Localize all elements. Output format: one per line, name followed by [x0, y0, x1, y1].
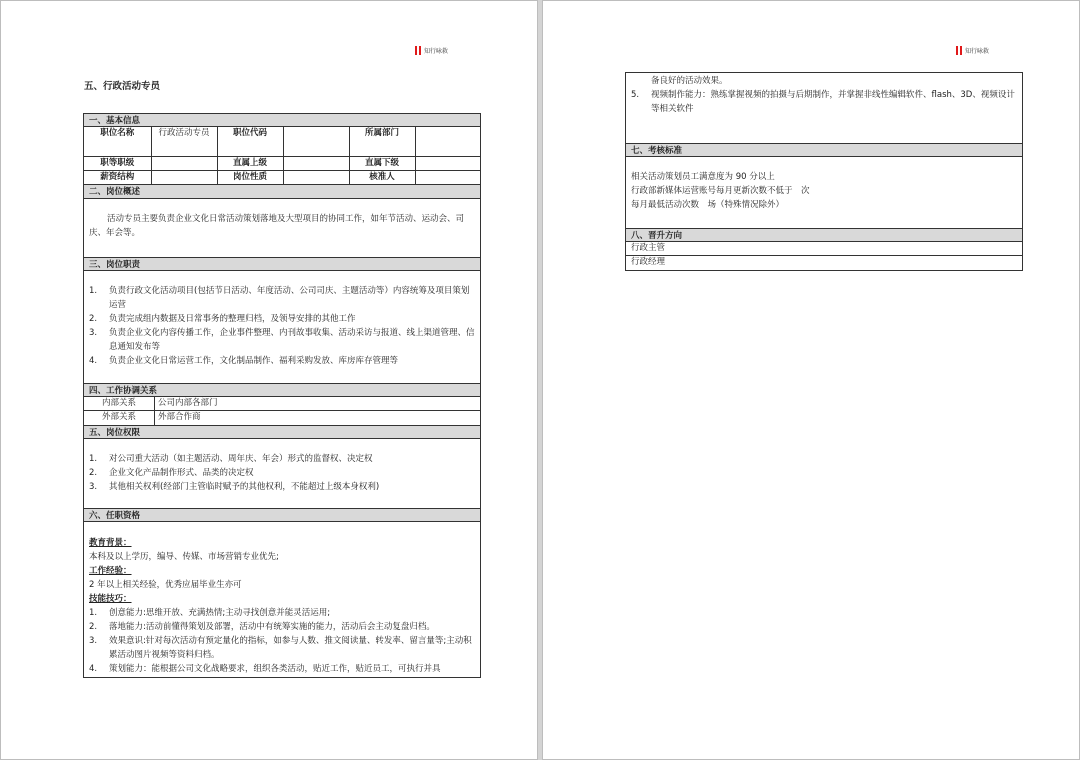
list-item: 1. 负责行政文化活动项目(包括节日活动、年度活动、公司司庆、主题活动等）内容统筹及项目策划运营	[89, 285, 470, 310]
label-cell: 直属上级	[217, 156, 283, 170]
job-description-table-continued	[625, 72, 1023, 271]
label-cell: 所属部门	[349, 127, 415, 156]
experience-text: 2 年以上相关经验，优秀应届毕业生亦可	[89, 579, 242, 590]
value-cell	[415, 156, 480, 170]
list-item: 2. 负责完成组内数据及日常事务的整理归档，及领导安排的其他工作	[89, 313, 356, 324]
value-cell: 行政活动专员	[151, 127, 217, 156]
table-row	[84, 170, 480, 184]
document-page-2	[542, 0, 1080, 760]
table-row	[84, 156, 480, 170]
value-cell	[151, 170, 217, 184]
assessment-line: 行政部新媒体运营账号每月更新次数不低于 次	[631, 186, 810, 196]
value-cell	[283, 156, 349, 170]
position-title: 五、行政活动专员	[84, 81, 161, 92]
label-cell: 职位代码	[217, 127, 283, 156]
skills-heading: 技能技巧：	[89, 593, 132, 604]
list-item: 5. 视频制作能力：熟练掌握视频的拍摄与后期制作，并掌握非线性编辑软件、flash、3D、视频设计等相关软件	[631, 90, 1015, 114]
job-description-table	[83, 113, 481, 678]
document-page-1	[0, 0, 538, 760]
relation-type: 内部关系	[84, 397, 155, 410]
section-duties-heading: 三、岗位职责	[84, 257, 480, 271]
label-cell: 直属下级	[349, 156, 415, 170]
list-item: 3. 效果意识:针对每次活动有预定量化的指标，如参与人数、推文阅读量、转发率、留言量等;主动积累活动图片视频等资料归档。	[89, 635, 472, 660]
authority-list	[84, 439, 480, 508]
list-item: 1. 对公司重大活动（如主题活动、周年庆、年会）形式的监督权、决定权	[89, 453, 373, 464]
value-cell	[415, 170, 480, 184]
value-cell	[415, 127, 480, 156]
list-item: 3. 其他相关权利(经部门主管临时赋予的其他权利，不能超过上级本身权利)	[89, 481, 380, 492]
logo-text: 知行咏救	[424, 48, 449, 55]
label-cell: 职等职级	[84, 156, 151, 170]
duties-list	[84, 271, 480, 383]
value-cell	[151, 156, 217, 170]
label-cell: 职位名称	[84, 127, 151, 156]
table-row	[84, 127, 480, 156]
list-item: 2. 落地能力:活动前懂得策划及部署，活动中有统筹实施的能力，活动后会主动复盘归档。	[89, 621, 435, 632]
logo-mark-icon	[956, 46, 962, 55]
list-item: 1. 创意能力:思维开放、充满热情;主动寻找创意并能灵活运用;	[89, 607, 331, 618]
table-row	[84, 397, 480, 411]
relation-type: 外部关系	[84, 411, 155, 425]
list-item: 3. 负责企业文化内容传播工作，企业事件整理、内刊故事收集、活动采访与报道、线上渠道管理、信息通知发布等	[89, 327, 475, 352]
label-cell: 岗位性质	[217, 170, 283, 184]
label-cell: 薪资结构	[84, 170, 151, 184]
list-item: 4. 策划能力：能根据公司文化战略要求，组织各类活动，贴近工作，贴近员工，可执行并具	[89, 663, 441, 674]
logo-mark-icon	[415, 46, 421, 55]
section-overview-heading: 二、岗位概述	[84, 185, 480, 199]
section-relations-heading: 四、工作协调关系	[84, 383, 480, 397]
table-row: 行政经理	[631, 257, 666, 267]
value-cell	[283, 127, 349, 156]
assessment-line: 每月最低活动次数 场（特殊情况除外）	[631, 200, 785, 210]
value-cell	[283, 170, 349, 184]
company-logo	[956, 46, 989, 55]
assessment-body	[626, 157, 1022, 228]
section-qualification-heading: 六、任职资格	[84, 508, 480, 522]
list-item: 2. 企业文化产品制作形式、品类的决定权	[89, 467, 254, 478]
qualification-body	[84, 522, 480, 677]
section-promotion-heading: 八、晋升方向	[626, 228, 1022, 242]
skills-list-continued	[626, 73, 1022, 143]
skills-list	[84, 606, 480, 676]
company-logo	[415, 46, 448, 55]
list-item: 备良好的活动效果。	[651, 76, 728, 86]
list-item: 4. 负责企业文化日常运营工作，文化制品制作、福利采购发放、库房库存管理等	[89, 355, 399, 366]
education-text: 本科及以上学历，编导、传媒、市场营销专业优先;	[89, 551, 279, 562]
logo-text: 知行咏救	[965, 48, 990, 55]
assessment-line: 相关活动策划员工满意度为 90 分以上	[631, 172, 775, 182]
basic-info-grid	[84, 127, 480, 185]
experience-heading: 工作经验：	[89, 565, 132, 576]
section-authority-heading: 五、岗位权限	[84, 425, 480, 439]
table-row: 行政主管	[626, 242, 1022, 256]
label-cell: 核准人	[349, 170, 415, 184]
relation-value: 公司内部各部门	[158, 397, 218, 408]
overview-text: 活动专员主要负责企业文化日常活动策划落地及大型项目的协同工作，如年节活动、运动会、司庆、年会等。	[89, 213, 465, 238]
relation-value: 外部合作商	[158, 411, 201, 422]
table-row	[84, 411, 480, 425]
section-assessment-heading: 七、考核标准	[626, 143, 1022, 157]
education-heading: 教育背景：	[89, 537, 132, 548]
section-basic-info-heading: 一、基本信息	[84, 113, 480, 127]
